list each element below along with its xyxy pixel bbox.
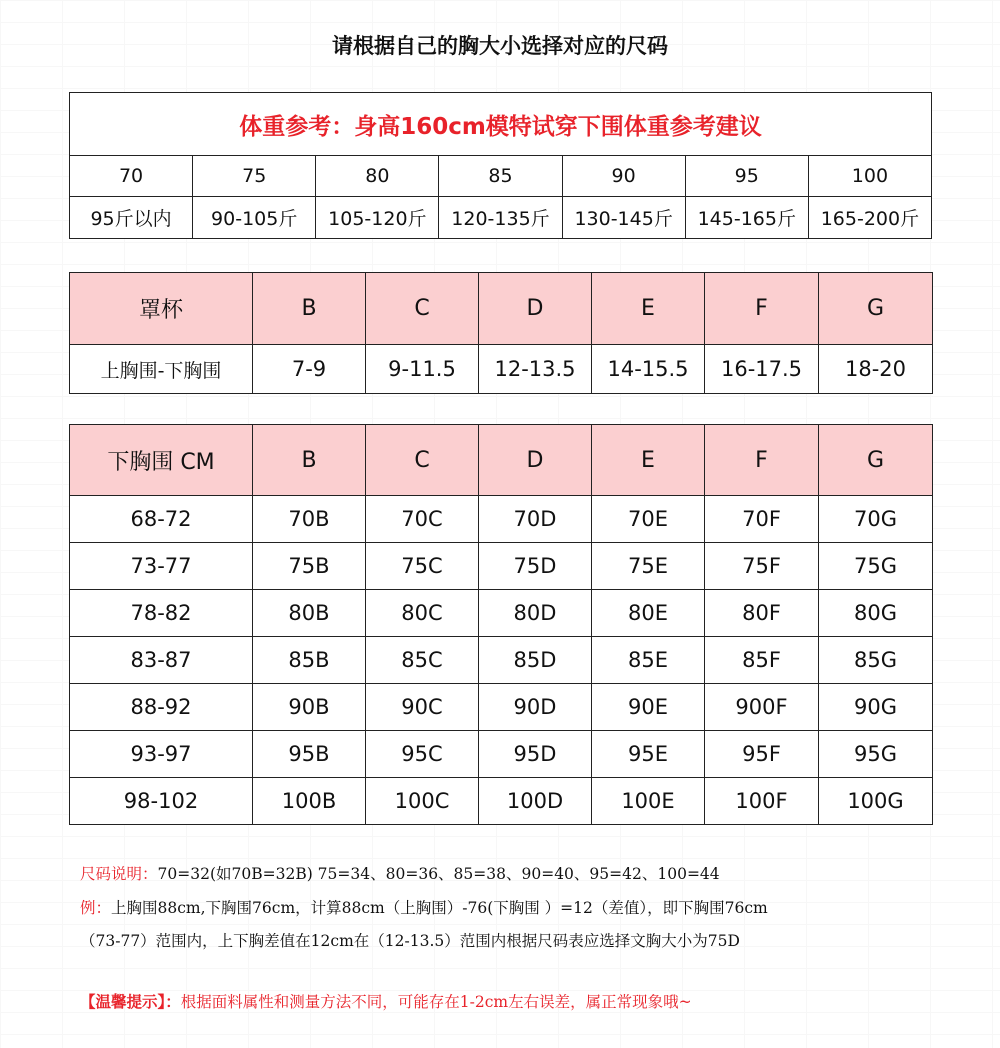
table-row — [70, 684, 933, 731]
size-cell: 95B — [253, 731, 366, 778]
weight-range-cell: 120-135斤 — [439, 197, 562, 239]
size-cell: 85E — [592, 637, 705, 684]
size-cell: 95D — [479, 731, 592, 778]
example-note — [80, 896, 960, 918]
band-size-cell: 85 — [439, 156, 562, 197]
table-row — [70, 778, 933, 825]
cup-letter-cell: E — [592, 425, 705, 496]
weight-range-cell: 105-120斤 — [316, 197, 439, 239]
weight-range-cell: 130-145斤 — [562, 197, 685, 239]
underbust-range-cell: 78-82 — [70, 590, 253, 637]
cup-letter-cell: C — [366, 425, 479, 496]
size-cell: 70D — [479, 496, 592, 543]
example-label: 例： — [80, 899, 112, 917]
size-cell: 100G — [819, 778, 933, 825]
size-cell: 100D — [479, 778, 592, 825]
difference-row-label: 上胸围-下胸围 — [70, 345, 253, 394]
difference-cell: 12-13.5 — [479, 345, 592, 394]
table-row — [70, 496, 933, 543]
band-size-cell: 100 — [808, 156, 931, 197]
size-cell: 80C — [366, 590, 479, 637]
size-cell: 95G — [819, 731, 933, 778]
weight-range-row — [70, 197, 932, 239]
page-title: 请根据自己的胸大小选择对应的尺码 — [332, 33, 668, 58]
weight-table-header: 体重参考：身高160cm模特试穿下围体重参考建议 — [70, 93, 932, 156]
band-size-cell: 90 — [562, 156, 685, 197]
cup-letter-cell: C — [366, 273, 479, 345]
size-cell: 70G — [819, 496, 933, 543]
size-cell: 80F — [705, 590, 819, 637]
table-row — [70, 637, 933, 684]
band-size-cell: 95 — [685, 156, 808, 197]
size-cell: 80G — [819, 590, 933, 637]
underbust-range-cell: 88-92 — [70, 684, 253, 731]
band-size-row — [70, 156, 932, 197]
cup-letter-cell: B — [253, 273, 366, 345]
cup-letter-cell: D — [479, 425, 592, 496]
table-row — [70, 543, 933, 590]
size-cell: 100C — [366, 778, 479, 825]
size-cell: 85F — [705, 637, 819, 684]
size-cell: 70B — [253, 496, 366, 543]
warm-tip-note — [80, 990, 960, 1012]
weight-reference-table — [69, 92, 932, 239]
underbust-range-cell: 93-97 — [70, 731, 253, 778]
size-cell: 70C — [366, 496, 479, 543]
size-cell: 75E — [592, 543, 705, 590]
difference-cell: 16-17.5 — [705, 345, 819, 394]
cup-letter-cell: F — [705, 425, 819, 496]
underbust-range-cell: 73-77 — [70, 543, 253, 590]
underbust-range-cell: 83-87 — [70, 637, 253, 684]
size-cell: 900F — [705, 684, 819, 731]
band-size-cell: 75 — [193, 156, 316, 197]
size-explanation-label: 尺码说明： — [80, 865, 158, 883]
cup-letter-cell: G — [819, 273, 933, 345]
size-cell: 90D — [479, 684, 592, 731]
size-cell: 70F — [705, 496, 819, 543]
size-cell: 70E — [592, 496, 705, 543]
cup-header-label: 罩杯 — [70, 273, 253, 345]
size-cell: 75D — [479, 543, 592, 590]
size-header-row — [70, 425, 933, 496]
size-cell: 85C — [366, 637, 479, 684]
weight-range-cell: 90-105斤 — [193, 197, 316, 239]
size-cell: 75B — [253, 543, 366, 590]
cup-letter-cell: F — [705, 273, 819, 345]
size-cell: 90E — [592, 684, 705, 731]
size-cell: 85B — [253, 637, 366, 684]
size-cell: 85D — [479, 637, 592, 684]
warm-tip-label: 【温馨提示】： — [80, 992, 181, 1011]
size-cell: 90B — [253, 684, 366, 731]
cup-letter-cell: E — [592, 273, 705, 345]
size-cell: 95C — [366, 731, 479, 778]
size-explanation-text: 70=32(如70B=32B) 75=34、80=36、85=38、90=40、95=42、100=44 — [157, 865, 720, 883]
cup-letter-cell: G — [819, 425, 933, 496]
size-chart-table — [69, 424, 933, 825]
cup-header-row — [70, 273, 933, 345]
size-cell: 90C — [366, 684, 479, 731]
size-cell: 95F — [705, 731, 819, 778]
size-header-label: 下胸围 CM — [70, 425, 253, 496]
size-cell: 80B — [253, 590, 366, 637]
size-cell: 75F — [705, 543, 819, 590]
size-cell: 75G — [819, 543, 933, 590]
underbust-range-cell: 68-72 — [70, 496, 253, 543]
cup-difference-table — [69, 272, 933, 394]
difference-cell: 18-20 — [819, 345, 933, 394]
weight-range-cell: 95斤以内 — [70, 197, 193, 239]
cup-letter-cell: B — [253, 425, 366, 496]
size-cell: 100F — [705, 778, 819, 825]
cup-letter-cell: D — [479, 273, 592, 345]
example-note-line-2 — [80, 929, 960, 951]
size-cell: 85G — [819, 637, 933, 684]
underbust-range-cell: 98-102 — [70, 778, 253, 825]
size-cell: 75C — [366, 543, 479, 590]
table-row — [70, 590, 933, 637]
size-cell: 80D — [479, 590, 592, 637]
size-cell: 100E — [592, 778, 705, 825]
band-size-cell: 70 — [70, 156, 193, 197]
size-cell: 80E — [592, 590, 705, 637]
difference-cell: 9-11.5 — [366, 345, 479, 394]
size-cell: 100B — [253, 778, 366, 825]
weight-range-cell: 145-165斤 — [685, 197, 808, 239]
warm-tip-text: 根据面料属性和测量方法不同，可能存在1-2cm左右误差，属正常现象哦~ — [180, 993, 692, 1011]
difference-cell: 14-15.5 — [592, 345, 705, 394]
weight-range-cell: 165-200斤 — [808, 197, 931, 239]
difference-cell: 7-9 — [253, 345, 366, 394]
example-text-line-2: （73-77）范围内，上下胸差值在12cm在（12-13.5）范围内根据尺码表应选择文胸大小为75D — [80, 932, 740, 950]
size-explanation-note — [80, 862, 960, 884]
cup-difference-row — [70, 345, 933, 394]
table-row — [70, 731, 933, 778]
example-text-line-1: 上胸围88cm,下胸围76cm，计算88cm（上胸围）-76(下胸围 ）=12（差值），即下胸围76cm — [111, 899, 768, 917]
band-size-cell: 80 — [316, 156, 439, 197]
size-cell: 95E — [592, 731, 705, 778]
size-cell: 90G — [819, 684, 933, 731]
